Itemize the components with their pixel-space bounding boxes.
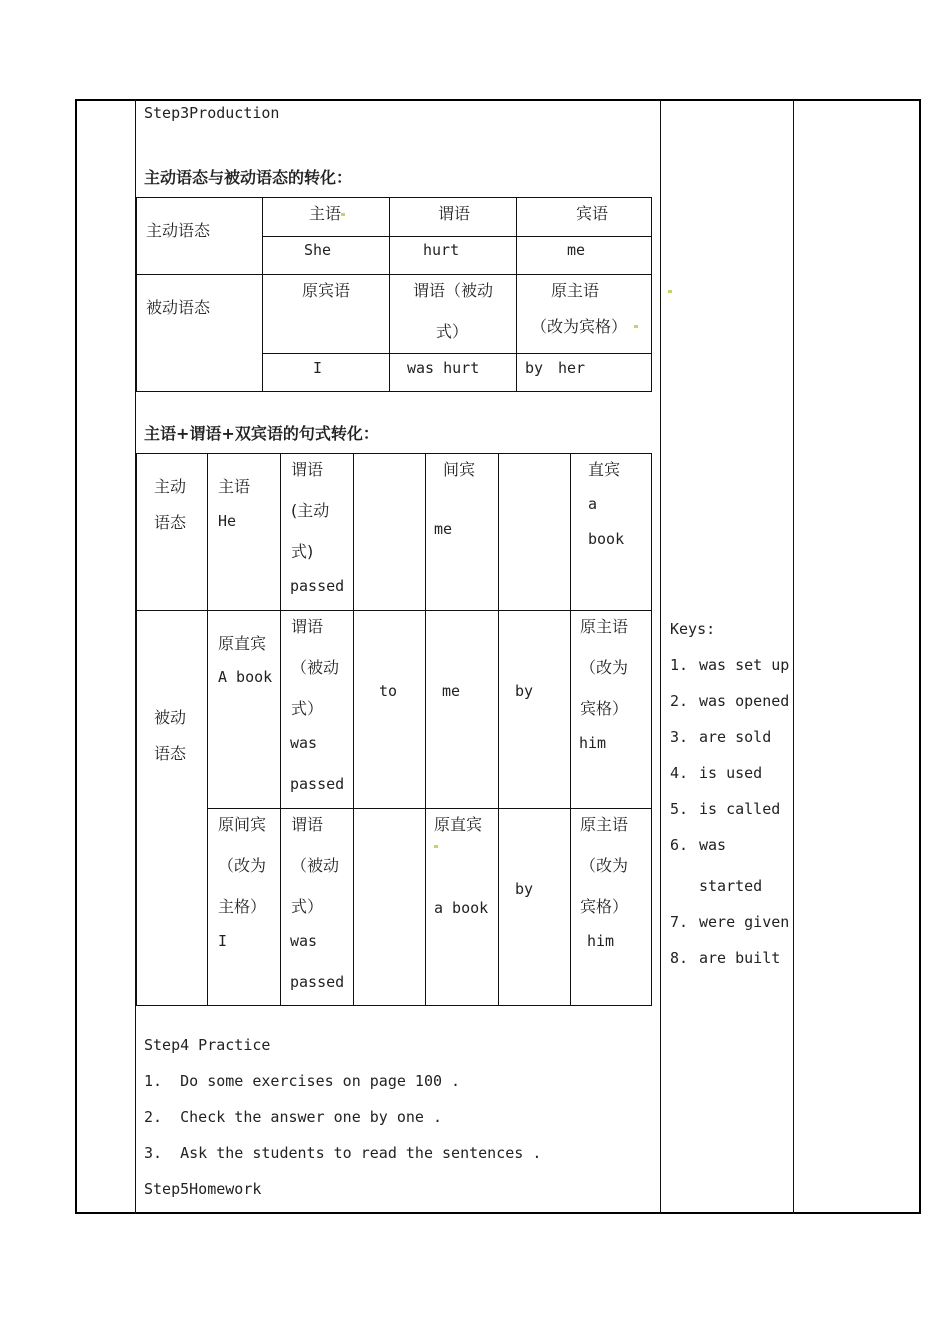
- t2-p2-agent-note-1: （改为: [580, 856, 629, 875]
- original-subject-header: 原主语: [551, 281, 600, 300]
- key-number: 6.: [670, 836, 689, 854]
- step3-title: Step3Production: [144, 104, 280, 122]
- t2-p2-agent-note-2: 宾格）: [580, 897, 629, 916]
- keys-title: Keys:: [670, 620, 716, 638]
- t2-active-iobj-value: me: [434, 520, 453, 538]
- key-number: 4.: [670, 764, 689, 782]
- step4-title: Step4 Practice: [144, 1036, 271, 1054]
- key-answer: was: [699, 836, 727, 854]
- key-answer: started: [699, 877, 763, 895]
- t2-passive-label-1: 被动: [154, 708, 187, 727]
- key-answer: was opened: [699, 692, 790, 710]
- key-answer: are sold: [699, 728, 772, 746]
- section-heading-double-object: 主语+谓语+双宾语的句式转化：: [144, 424, 379, 443]
- passive-by-value: by: [525, 359, 544, 377]
- t2-p1-obj: me: [442, 682, 461, 700]
- key-answer: is called: [699, 800, 781, 818]
- t2-p2-pred-note-2: 式）: [291, 897, 324, 916]
- key-answer: are built: [699, 949, 781, 967]
- t2-p2-subj-note-1: （改为: [218, 856, 267, 875]
- t2-p2-pred-value-1: was: [290, 932, 318, 950]
- t2-p2-by: by: [515, 880, 534, 898]
- t2-p1-pred-value-2: passed: [290, 775, 345, 793]
- t2-p1-subj-value: A book: [218, 668, 273, 686]
- section-heading-voice: 主动语态与被动语态的转化：: [144, 168, 353, 187]
- passive-agent-value: her: [558, 359, 586, 377]
- passive-predicate-value: was hurt: [407, 359, 480, 377]
- original-subject-note: （改为宾格）: [531, 317, 628, 336]
- t2-p1-pred-note-1: （被动: [291, 658, 340, 677]
- active-subject-value: She: [304, 241, 332, 259]
- key-number: 1.: [670, 656, 689, 674]
- t2-p1-subj-header: 原直宾: [218, 634, 267, 653]
- active-object-value: me: [567, 241, 586, 259]
- step4-item-3: 3. Ask the students to read the sentences .: [144, 1144, 542, 1162]
- object-header: 宾语: [576, 204, 609, 223]
- t2-p2-subj-value: I: [218, 932, 228, 950]
- t2-p1-by: by: [515, 682, 534, 700]
- t2-p2-subj-header: 原间宾: [218, 815, 267, 834]
- t2-active-subj-value: He: [218, 512, 237, 530]
- t2-active-subj-header: 主语: [218, 477, 251, 496]
- t2-active-label-1: 主动: [154, 477, 187, 496]
- predicate-header: 谓语: [438, 204, 471, 223]
- original-object-header: 原宾语: [302, 281, 351, 300]
- t2-p1-pred-value-1: was: [290, 734, 318, 752]
- t2-active-iobj-header: 间宾: [443, 460, 476, 479]
- active-predicate-value: hurt: [423, 241, 460, 259]
- t2-p2-pred-value-2: passed: [290, 973, 345, 991]
- passive-predicate-header: 谓语（被动: [413, 281, 494, 300]
- t2-p1-agent-note-2: 宾格）: [580, 699, 629, 718]
- step4-item-1: 1. Do some exercises on page 100 .: [144, 1072, 461, 1090]
- key-answer: is used: [699, 764, 763, 782]
- key-number: 8.: [670, 949, 689, 967]
- passive-voice-label: 被动语态: [146, 298, 211, 317]
- step4-item-2: 2. Check the answer one by one .: [144, 1108, 443, 1126]
- t2-p1-agent-note-1: （改为: [580, 658, 629, 677]
- t2-active-dobj-value: book: [588, 530, 625, 548]
- t2-p2-agent-value: him: [587, 932, 615, 950]
- t2-p2-pred-header: 谓语: [291, 815, 324, 834]
- key-number: 5.: [670, 800, 689, 818]
- t2-active-pred-note-1: (主动: [291, 501, 330, 520]
- t2-active-pred-note-2: 式): [291, 542, 314, 561]
- t2-p2-subj-note-2: 主格）: [218, 897, 267, 916]
- active-voice-label: 主动语态: [146, 221, 211, 240]
- t2-p1-prep: to: [379, 682, 398, 700]
- key-answer: were given: [699, 913, 790, 931]
- key-number: 3.: [670, 728, 689, 746]
- t2-p2-pred-note-1: （被动: [291, 856, 340, 875]
- t2-active-dobj-header: 直宾: [588, 460, 621, 479]
- key-number: 7.: [670, 913, 689, 931]
- passive-subject-value: I: [313, 359, 323, 377]
- t2-p2-obj-header: 原直宾: [434, 815, 483, 834]
- t2-active-label-2: 语态: [154, 513, 187, 532]
- t2-p2-agent-header: 原主语: [580, 815, 629, 834]
- step5-title: Step5Homework: [144, 1180, 262, 1198]
- key-number: 2.: [670, 692, 689, 710]
- t2-passive-label-2: 语态: [154, 744, 187, 763]
- passive-predicate-header-2: 式）: [436, 322, 469, 341]
- t2-p1-agent-header: 原主语: [580, 617, 629, 636]
- t2-p1-pred-note-2: 式）: [291, 699, 324, 718]
- key-answer: was set up: [699, 656, 790, 674]
- t2-active-dobj-article: a: [588, 495, 598, 513]
- t2-active-pred-value: passed: [290, 577, 345, 595]
- t2-p2-obj-value: a book: [434, 899, 489, 917]
- t2-active-pred-header: 谓语: [291, 460, 324, 479]
- subject-header: 主语: [309, 204, 342, 223]
- t2-p1-agent-value: him: [579, 734, 607, 752]
- t2-p1-pred-header: 谓语: [291, 617, 324, 636]
